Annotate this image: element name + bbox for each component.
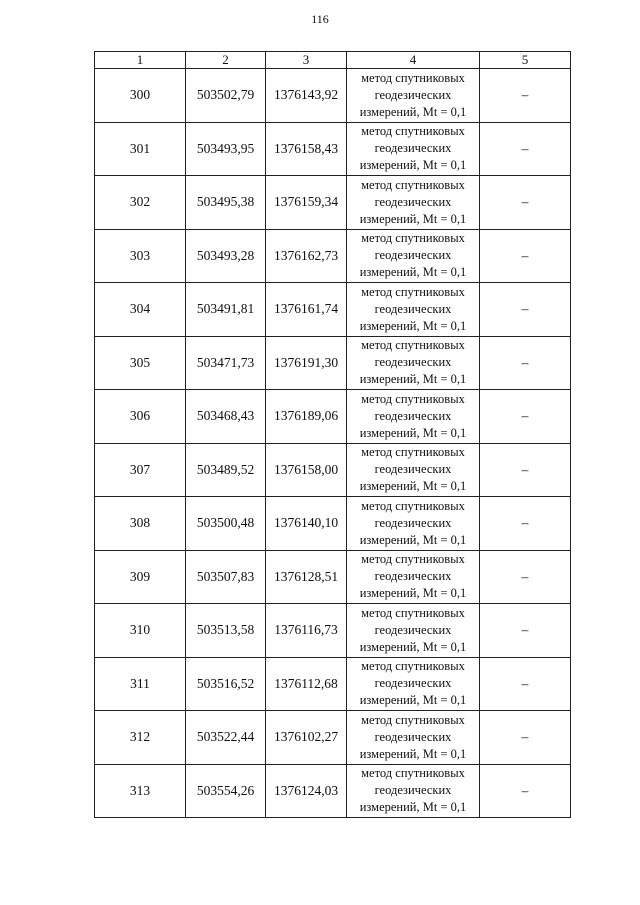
- method-line: метод спутниковых: [361, 338, 465, 353]
- method-line: геодезических: [374, 87, 452, 102]
- point-number: 309: [95, 550, 186, 604]
- method-line: геодезических: [374, 248, 452, 263]
- table-row: [95, 497, 571, 551]
- note-cell: –: [480, 69, 571, 123]
- point-number: 310: [95, 604, 186, 658]
- note-cell: –: [480, 764, 571, 818]
- coordinate-y: 1376112,68: [266, 657, 347, 711]
- table-body: [95, 69, 571, 818]
- point-number: 300: [95, 69, 186, 123]
- table-row: [95, 657, 571, 711]
- method-line: измерений, Mt = 0,1: [359, 532, 467, 547]
- method-line: измерений, Mt = 0,1: [359, 479, 467, 494]
- table-row: [95, 69, 571, 123]
- coordinate-y: 1376159,34: [266, 176, 347, 230]
- coordinate-y: 1376158,00: [266, 443, 347, 497]
- method-line: геодезических: [374, 569, 452, 584]
- point-number: 303: [95, 229, 186, 283]
- method-cell: [347, 764, 480, 818]
- note-cell: –: [480, 283, 571, 337]
- coordinate-y: 1376189,06: [266, 390, 347, 444]
- table-row: [95, 604, 571, 658]
- method-line: измерений, Mt = 0,1: [359, 211, 467, 226]
- table-row: [95, 443, 571, 497]
- point-number: 306: [95, 390, 186, 444]
- coordinate-y: 1376140,10: [266, 497, 347, 551]
- method-cell: [347, 69, 480, 123]
- method-cell: [347, 283, 480, 337]
- note-cell: –: [480, 336, 571, 390]
- method-line: метод спутниковых: [361, 231, 465, 246]
- point-number: 305: [95, 336, 186, 390]
- page-number: 116: [311, 12, 329, 26]
- note-cell: –: [480, 550, 571, 604]
- header-cell-3: 3: [266, 52, 347, 69]
- header-cell-4: 4: [347, 52, 480, 69]
- method-line: метод спутниковых: [361, 552, 465, 567]
- header-cell-1: 1: [95, 52, 186, 69]
- method-line: метод спутниковых: [361, 177, 465, 192]
- method-line: геодезических: [374, 783, 452, 798]
- note-cell: –: [480, 390, 571, 444]
- coordinate-y: 1376158,43: [266, 122, 347, 176]
- method-line: геодезических: [374, 194, 452, 209]
- method-line: измерений, Mt = 0,1: [359, 586, 467, 601]
- coordinates-table: [94, 51, 571, 818]
- coordinate-x: 503502,79: [186, 69, 266, 123]
- coordinate-y: 1376102,27: [266, 711, 347, 765]
- coordinate-x: 503554,26: [186, 764, 266, 818]
- header-row: [95, 52, 571, 69]
- note-cell: –: [480, 604, 571, 658]
- method-line: измерений, Mt = 0,1: [359, 372, 467, 387]
- table-row: [95, 336, 571, 390]
- table-row: [95, 550, 571, 604]
- method-cell: [347, 657, 480, 711]
- method-line: метод спутниковых: [361, 445, 465, 460]
- method-line: измерений, Mt = 0,1: [359, 318, 467, 333]
- method-line: метод спутниковых: [361, 766, 465, 781]
- method-cell: [347, 711, 480, 765]
- method-line: измерений, Mt = 0,1: [359, 746, 467, 761]
- method-line: измерений, Mt = 0,1: [359, 425, 467, 440]
- note-cell: –: [480, 229, 571, 283]
- header-cell-5: 5: [480, 52, 571, 69]
- method-line: метод спутниковых: [361, 659, 465, 674]
- coordinate-x: 503493,95: [186, 122, 266, 176]
- coordinate-x: 503507,83: [186, 550, 266, 604]
- note-cell: –: [480, 122, 571, 176]
- note-cell: –: [480, 443, 571, 497]
- point-number: 302: [95, 176, 186, 230]
- method-cell: [347, 443, 480, 497]
- coordinate-y: 1376162,73: [266, 229, 347, 283]
- method-line: геодезических: [374, 408, 452, 423]
- coordinate-y: 1376128,51: [266, 550, 347, 604]
- point-number: 313: [95, 764, 186, 818]
- method-line: метод спутниковых: [361, 605, 465, 620]
- method-line: геодезических: [374, 622, 452, 637]
- method-cell: [347, 336, 480, 390]
- table-row: [95, 122, 571, 176]
- table-row: [95, 764, 571, 818]
- method-line: геодезических: [374, 141, 452, 156]
- method-line: измерений, Mt = 0,1: [359, 158, 467, 173]
- note-cell: –: [480, 176, 571, 230]
- coordinate-x: 503468,43: [186, 390, 266, 444]
- coordinate-y: 1376124,03: [266, 764, 347, 818]
- method-line: измерений, Mt = 0,1: [359, 693, 467, 708]
- method-line: измерений, Mt = 0,1: [359, 639, 467, 654]
- method-line: измерений, Mt = 0,1: [359, 104, 467, 119]
- method-cell: [347, 122, 480, 176]
- method-line: геодезических: [374, 301, 452, 316]
- point-number: 312: [95, 711, 186, 765]
- coordinate-x: 503500,48: [186, 497, 266, 551]
- coordinate-x: 503513,58: [186, 604, 266, 658]
- coordinate-y: 1376116,73: [266, 604, 347, 658]
- header-cell-2: 2: [186, 52, 266, 69]
- method-line: метод спутниковых: [361, 284, 465, 299]
- point-number: 311: [95, 657, 186, 711]
- coordinate-x: 503516,52: [186, 657, 266, 711]
- coordinate-x: 503489,52: [186, 443, 266, 497]
- method-line: геодезических: [374, 515, 452, 530]
- note-cell: –: [480, 657, 571, 711]
- table-row: [95, 229, 571, 283]
- table-row: [95, 283, 571, 337]
- method-line: геодезических: [374, 729, 452, 744]
- method-cell: [347, 176, 480, 230]
- method-line: метод спутниковых: [361, 498, 465, 513]
- note-cell: –: [480, 497, 571, 551]
- coordinate-x: 503471,73: [186, 336, 266, 390]
- method-line: метод спутниковых: [361, 124, 465, 139]
- method-cell: [347, 229, 480, 283]
- coordinate-x: 503491,81: [186, 283, 266, 337]
- coordinate-x: 503493,28: [186, 229, 266, 283]
- point-number: 304: [95, 283, 186, 337]
- method-line: метод спутниковых: [361, 712, 465, 727]
- method-cell: [347, 390, 480, 444]
- point-number: 307: [95, 443, 186, 497]
- method-line: геодезических: [374, 462, 452, 477]
- point-number: 301: [95, 122, 186, 176]
- coordinate-y: 1376191,30: [266, 336, 347, 390]
- method-cell: [347, 550, 480, 604]
- table-row: [95, 176, 571, 230]
- method-line: геодезических: [374, 676, 452, 691]
- coordinate-x: 503495,38: [186, 176, 266, 230]
- method-line: измерений, Mt = 0,1: [359, 800, 467, 815]
- method-cell: [347, 604, 480, 658]
- coordinate-y: 1376143,92: [266, 69, 347, 123]
- coordinate-x: 503522,44: [186, 711, 266, 765]
- method-line: геодезических: [374, 355, 452, 370]
- coordinate-y: 1376161,74: [266, 283, 347, 337]
- method-line: метод спутниковых: [361, 391, 465, 406]
- method-line: измерений, Mt = 0,1: [359, 265, 467, 280]
- note-cell: –: [480, 711, 571, 765]
- method-line: метод спутниковых: [361, 70, 465, 85]
- table-row: [95, 390, 571, 444]
- point-number: 308: [95, 497, 186, 551]
- table-row: [95, 711, 571, 765]
- method-cell: [347, 497, 480, 551]
